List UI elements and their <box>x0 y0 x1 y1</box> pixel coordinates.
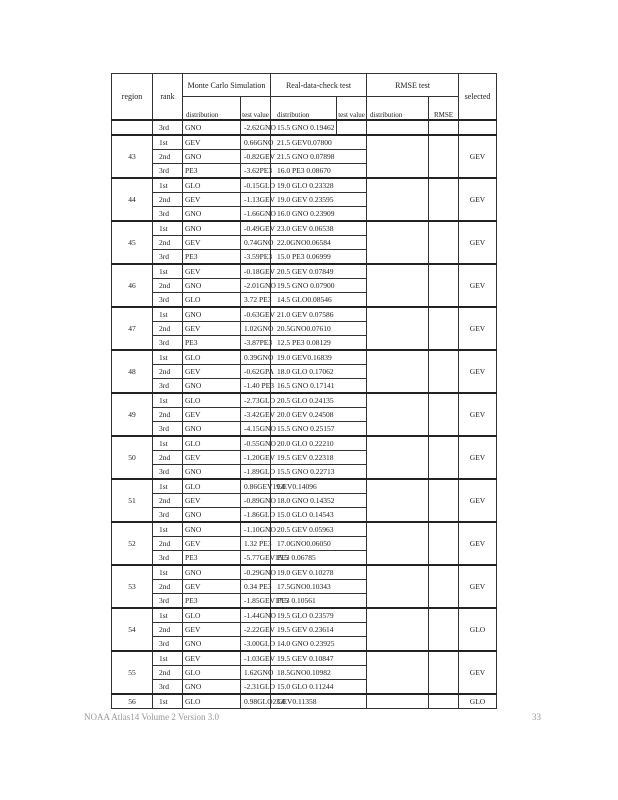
mc-distribution-cell: GNO <box>183 221 241 236</box>
rank-cell: 2nd <box>153 408 183 422</box>
rank-cell: 1st <box>153 307 183 322</box>
rmse-distribution-cell <box>367 221 429 264</box>
region-cell: 46 <box>112 264 153 307</box>
selected-cell: GEV <box>459 522 497 565</box>
rd-result-cell: 19.0 GEV0.16839 <box>271 350 367 365</box>
rank-cell: 1st <box>153 694 183 709</box>
table-row <box>112 651 497 666</box>
rank-cell: 1st <box>153 393 183 408</box>
mc-test-value-cell: -1.89GLO <box>241 465 271 480</box>
region-cell: 49 <box>112 393 153 436</box>
rd-result-cell: 15.0 PE3 0.06999 <box>271 250 367 265</box>
selected-cell: GEV <box>459 436 497 479</box>
rmse-cell <box>429 436 459 479</box>
rd-result-cell: 20.5 GEV 0.07849 <box>271 264 367 279</box>
rd-result-cell: 20.5GNO0.07610 <box>271 322 367 336</box>
rd-result-cell: 19.5 GEV 0.10847 <box>271 651 367 666</box>
rmse-distribution-cell <box>367 565 429 608</box>
rmse-cell <box>429 307 459 350</box>
mc-distribution-cell: GEV <box>183 322 241 336</box>
rank-cell: 1st <box>153 565 183 580</box>
rd-result-cell: 17.5GNO0.10343 <box>271 580 367 594</box>
mc-distribution-cell: GNO <box>183 522 241 537</box>
table-row <box>112 522 497 537</box>
rd-result-cell: 19.5 GEV 0.22318 <box>271 451 367 465</box>
header-rmse-distribution: distribution <box>367 97 429 121</box>
mc-test-value-cell: 1.62GNO <box>241 666 271 680</box>
rd-result-cell: 21.5 GNO 0.07898 <box>271 150 367 164</box>
rmse-distribution-cell <box>367 350 429 393</box>
header-rank: rank <box>153 74 183 121</box>
mc-test-value-cell: -0.15GLO <box>241 178 271 193</box>
rmse-cell <box>429 178 459 221</box>
rd-result-cell: 18.0 GNO 0.14352 <box>271 494 367 508</box>
mc-distribution-cell: GLO <box>183 178 241 193</box>
mc-distribution-cell: GNO <box>183 307 241 322</box>
mc-distribution-cell: GLO <box>183 436 241 451</box>
rmse-cell <box>429 350 459 393</box>
mc-test-value-cell: 0.74GNO <box>241 236 271 250</box>
rd-test-value-cell <box>337 120 367 135</box>
header-rmse: RMSE <box>429 97 459 121</box>
rank-cell: 1st <box>153 608 183 623</box>
mc-test-value-cell: 0.66GNO <box>241 135 271 150</box>
mc-test-value-cell: -0.29GNO <box>241 565 271 580</box>
mc-test-value-cell: -0.18GEV <box>241 264 271 279</box>
rank-cell: 2nd <box>153 451 183 465</box>
rank-cell: 3rd <box>153 379 183 394</box>
mc-distribution-cell: GNO <box>183 508 241 523</box>
rd-result-cell: 12.5 PE3 0.08129 <box>271 336 367 351</box>
rmse-cell <box>429 651 459 694</box>
mc-distribution-cell: GNO <box>183 680 241 695</box>
mc-test-value-cell: 0.98GLO23.0 <box>241 694 271 709</box>
rank-cell: 2nd <box>153 494 183 508</box>
selected-cell <box>459 120 497 135</box>
rank-cell: 3rd <box>153 336 183 351</box>
rank-cell: 3rd <box>153 250 183 265</box>
mc-distribution-cell: GLO <box>183 694 241 709</box>
selected-cell: GLO <box>459 608 497 651</box>
rmse-cell <box>429 522 459 565</box>
mc-distribution-cell: PE3 <box>183 164 241 179</box>
mc-test-value-cell: -1.40 PE3 <box>241 379 271 394</box>
rmse-cell <box>429 694 459 709</box>
mc-distribution-cell: GEV <box>183 494 241 508</box>
mc-test-value-cell: -0.55GNO <box>241 436 271 451</box>
rank-cell: 2nd <box>153 193 183 207</box>
mc-test-value-cell: -3.87PE3 <box>241 336 271 351</box>
mc-distribution-cell: GEV <box>183 193 241 207</box>
frequency-analysis-table <box>111 73 497 709</box>
table-row <box>112 565 497 580</box>
table-row <box>112 393 497 408</box>
selected-cell: GEV <box>459 350 497 393</box>
header-rd-distribution: distribution <box>271 97 337 121</box>
header-region: region <box>112 74 153 121</box>
rank-cell: 2nd <box>153 666 183 680</box>
rd-result-cell: 20.0 GEV 0.24508 <box>271 408 367 422</box>
table-row <box>112 221 497 236</box>
rd-result-cell: 23.0 GEV 0.06538 <box>271 221 367 236</box>
rd-result-cell: 14.0 GNO 0.23925 <box>271 637 367 652</box>
rank-cell: 3rd <box>153 164 183 179</box>
region-cell: 51 <box>112 479 153 522</box>
rmse-distribution-cell <box>367 608 429 651</box>
selected-cell: GEV <box>459 135 497 178</box>
mc-distribution-cell: GLO <box>183 350 241 365</box>
header-rd-test-value: test value <box>337 97 367 121</box>
rmse-cell <box>429 120 459 135</box>
mc-test-value-cell: 3.72 PE3 <box>241 293 271 308</box>
mc-test-value-cell: -0.49GEV <box>241 221 271 236</box>
mc-test-value-cell: -1.44GNO <box>241 608 271 623</box>
rd-result-cell: 21.5 GEV0.07800 <box>271 135 367 150</box>
mc-test-value-cell: -3.42GEV <box>241 408 271 422</box>
rank-cell: 1st <box>153 221 183 236</box>
rmse-distribution-cell <box>367 307 429 350</box>
rd-result-cell: PE3 0.10561 <box>271 594 367 609</box>
mc-test-value-cell: -0.62GPA <box>241 365 271 379</box>
region-cell: 48 <box>112 350 153 393</box>
rd-result-cell: 16.0 GNO 0.23909 <box>271 207 367 222</box>
mc-distribution-cell: GNO <box>183 422 241 437</box>
rank-cell: 1st <box>153 135 183 150</box>
mc-test-value-cell: -2.31GLO <box>241 680 271 695</box>
rd-result-cell: 19.5 GEV 0.23614 <box>271 623 367 637</box>
mc-test-value-cell: 0.86GEV19.0 <box>241 479 271 494</box>
region-cell: 43 <box>112 135 153 178</box>
table-row <box>112 479 497 494</box>
mc-test-value-cell: -1.66GNO <box>241 207 271 222</box>
mc-distribution-cell: GNO <box>183 150 241 164</box>
mc-distribution-cell: PE3 <box>183 336 241 351</box>
region-cell: 54 <box>112 608 153 651</box>
region-cell: 53 <box>112 565 153 608</box>
mc-test-value-cell: 1.02GNO <box>241 322 271 336</box>
mc-distribution-cell: GLO <box>183 293 241 308</box>
rank-cell: 3rd <box>153 551 183 566</box>
rank-cell: 3rd <box>153 465 183 480</box>
rd-result-cell: 20.0 GLO 0.22210 <box>271 436 367 451</box>
mc-test-value-cell: -2.22GEV <box>241 623 271 637</box>
rank-cell: 3rd <box>153 293 183 308</box>
mc-test-value-cell: -3.00GLO <box>241 637 271 652</box>
mc-distribution-cell: GNO <box>183 379 241 394</box>
rd-result-cell: 22.0GNO0.06584 <box>271 236 367 250</box>
mc-distribution-cell: PE3 <box>183 250 241 265</box>
rmse-distribution-cell <box>367 479 429 522</box>
rmse-distribution-cell <box>367 178 429 221</box>
rank-cell: 2nd <box>153 150 183 164</box>
table-row <box>112 135 497 150</box>
rmse-distribution-cell <box>367 436 429 479</box>
mc-distribution-cell: PE3 <box>183 594 241 609</box>
header-selected: selected <box>459 74 497 121</box>
header-mc-distribution: distribution <box>183 97 241 121</box>
mc-distribution-cell: GNO <box>183 637 241 652</box>
header-rmse-test: RMSE test <box>367 74 459 97</box>
selected-cell: GEV <box>459 479 497 522</box>
rank-cell: 1st <box>153 436 183 451</box>
mc-distribution-cell: GNO <box>183 465 241 480</box>
rmse-distribution-cell <box>367 393 429 436</box>
mc-test-value-cell: -5.77GEV15.5 <box>241 551 271 566</box>
mc-distribution-cell: GLO <box>183 479 241 494</box>
region-cell: 50 <box>112 436 153 479</box>
rd-result-cell: 15.5 GNO 0.25157 <box>271 422 367 437</box>
mc-distribution-cell: GEV <box>183 623 241 637</box>
mc-distribution-cell: PE3 <box>183 551 241 566</box>
rd-result-cell: 14.5 GLO0.08546 <box>271 293 367 308</box>
rank-cell: 1st <box>153 350 183 365</box>
region-cell: 45 <box>112 221 153 264</box>
mc-test-value-cell: -3.59PE3 <box>241 250 271 265</box>
mc-distribution-cell: GNO <box>183 565 241 580</box>
rd-result-cell: 15.0 GLO 0.14543 <box>271 508 367 523</box>
selected-cell: GEV <box>459 221 497 264</box>
region-cell: 55 <box>112 651 153 694</box>
mc-distribution-cell: GLO <box>183 608 241 623</box>
rd-result-cell: 17.0GNO0.06050 <box>271 537 367 551</box>
table-row <box>112 178 497 193</box>
rd-result-cell: 20.5 GLO 0.24135 <box>271 393 367 408</box>
rd-result-cell: PE3 0.06785 <box>271 551 367 566</box>
selected-cell: GEV <box>459 651 497 694</box>
mc-test-value-cell: 0.39GNO <box>241 350 271 365</box>
header-real-data-check: Real-data-check test <box>271 74 367 97</box>
selected-cell: GEV <box>459 393 497 436</box>
table-row <box>112 307 497 322</box>
table-row <box>112 694 497 709</box>
mc-test-value-cell: -0.63GEV <box>241 307 271 322</box>
rd-result-cell: 19.5 GNO 0.07900 <box>271 279 367 293</box>
rmse-cell <box>429 565 459 608</box>
rmse-distribution-cell <box>367 264 429 307</box>
rd-result-cell: 18.5GNO0.10982 <box>271 666 367 680</box>
rd-result-cell: GEV0.14096 <box>271 479 367 494</box>
header-monte-carlo: Monte Carlo Simulation <box>183 74 271 97</box>
mc-test-value-cell: -0.89GNO <box>241 494 271 508</box>
rank-cell: 3rd <box>153 422 183 437</box>
mc-distribution-cell: GEV <box>183 365 241 379</box>
rd-result-cell: 19.0 GEV 0.10278 <box>271 565 367 580</box>
mc-distribution-cell: GNO <box>183 207 241 222</box>
mc-distribution-cell: GEV <box>183 236 241 250</box>
rank-cell: 1st <box>153 522 183 537</box>
mc-test-value-cell: -1.13GEV <box>241 193 271 207</box>
table-row <box>112 608 497 623</box>
mc-distribution-cell: GEV <box>183 537 241 551</box>
table-row <box>112 264 497 279</box>
selected-cell: GEV <box>459 264 497 307</box>
table-row <box>112 436 497 451</box>
rd-result-cell: 16.0 PE3 0.08670 <box>271 164 367 179</box>
rd-result-cell: 19.0 GEV 0.23595 <box>271 193 367 207</box>
rank-cell: 2nd <box>153 322 183 336</box>
mc-test-value-cell: -1.03GEV <box>241 651 271 666</box>
rank-cell: 1st <box>153 178 183 193</box>
rank-cell: 2nd <box>153 236 183 250</box>
selected-cell: GLO <box>459 694 497 709</box>
table-row <box>112 350 497 365</box>
mc-distribution-cell: GEV <box>183 135 241 150</box>
header-mc-test-value: test value <box>241 97 271 121</box>
rank-cell: 3rd <box>153 637 183 652</box>
rank-cell: 2nd <box>153 580 183 594</box>
rank-cell: 1st <box>153 651 183 666</box>
rank-cell: 2nd <box>153 365 183 379</box>
rmse-cell <box>429 221 459 264</box>
rd-result-cell: 21.0 GEV 0.07586 <box>271 307 367 322</box>
rmse-distribution-cell <box>367 651 429 694</box>
mc-test-value-cell: -2.62GNO <box>241 120 271 135</box>
rd-result-cell: 19.5 GLO 0.23579 <box>271 608 367 623</box>
mc-distribution-cell: GEV <box>183 580 241 594</box>
mc-test-value-cell: -3.62PE3 <box>241 164 271 179</box>
mc-test-value-cell: 1.32 PE3 <box>241 537 271 551</box>
rd-result-cell: GEV0.11358 <box>271 694 367 709</box>
mc-distribution-cell: GNO <box>183 120 241 135</box>
rd-result-cell: 15.0 GLO 0.11244 <box>271 680 367 695</box>
rmse-distribution-cell <box>367 135 429 178</box>
mc-distribution-cell: GLO <box>183 393 241 408</box>
rd-distribution-cell: 15.5 GNO 0.19462 <box>271 120 337 135</box>
region-cell: 47 <box>112 307 153 350</box>
table-row <box>112 120 497 135</box>
selected-cell: GEV <box>459 178 497 221</box>
rank-cell: 3rd <box>153 680 183 695</box>
rd-result-cell: 20.5 GEV 0.05963 <box>271 522 367 537</box>
rank-cell: 2nd <box>153 537 183 551</box>
rmse-cell <box>429 608 459 651</box>
mc-test-value-cell: -1.20GEV <box>241 451 271 465</box>
rank-cell: 1st <box>153 479 183 494</box>
rmse-distribution-cell <box>367 694 429 709</box>
region-cell: 56 <box>112 694 153 709</box>
mc-distribution-cell: GEV <box>183 451 241 465</box>
rmse-cell <box>429 264 459 307</box>
rd-result-cell: 18.0 GLO 0.17062 <box>271 365 367 379</box>
rank-cell: 1st <box>153 264 183 279</box>
mc-distribution-cell: GNO <box>183 279 241 293</box>
rmse-distribution-cell <box>367 120 429 135</box>
region-cell: 52 <box>112 522 153 565</box>
region-cell: 44 <box>112 178 153 221</box>
region-cell <box>112 120 153 135</box>
rank-cell: 2nd <box>153 623 183 637</box>
mc-test-value-cell: -4.15GNO <box>241 422 271 437</box>
page-number: 33 <box>532 712 541 722</box>
mc-test-value-cell: 0.34 PE3 <box>241 580 271 594</box>
mc-test-value-cell: -0.82GEV <box>241 150 271 164</box>
rd-result-cell: 15.5 GNO 0.22713 <box>271 465 367 480</box>
rank-cell: 3rd <box>153 508 183 523</box>
rank-cell: 3rd <box>153 120 183 135</box>
rank-cell: 3rd <box>153 594 183 609</box>
footer-publication: NOAA Atlas14 Volume 2 Version 3.0 <box>84 712 220 722</box>
mc-test-value-cell: -1.10GNO <box>241 522 271 537</box>
mc-test-value-cell: -1.86GLO <box>241 508 271 523</box>
rmse-distribution-cell <box>367 522 429 565</box>
rd-result-cell: 16.5 GNO 0.17141 <box>271 379 367 394</box>
mc-distribution-cell: GLO <box>183 666 241 680</box>
mc-distribution-cell: GEV <box>183 264 241 279</box>
rmse-cell <box>429 393 459 436</box>
mc-test-value-cell: -2.73GLO <box>241 393 271 408</box>
rank-cell: 3rd <box>153 207 183 222</box>
mc-test-value-cell: -1.85GEV17.5 <box>241 594 271 609</box>
mc-distribution-cell: GEV <box>183 651 241 666</box>
selected-cell: GEV <box>459 307 497 350</box>
mc-test-value-cell: -2.01GNO <box>241 279 271 293</box>
rmse-cell <box>429 135 459 178</box>
rmse-cell <box>429 479 459 522</box>
rank-cell: 2nd <box>153 279 183 293</box>
rd-result-cell: 19.0 GLO 0.23328 <box>271 178 367 193</box>
mc-distribution-cell: GEV <box>183 408 241 422</box>
selected-cell: GEV <box>459 565 497 608</box>
